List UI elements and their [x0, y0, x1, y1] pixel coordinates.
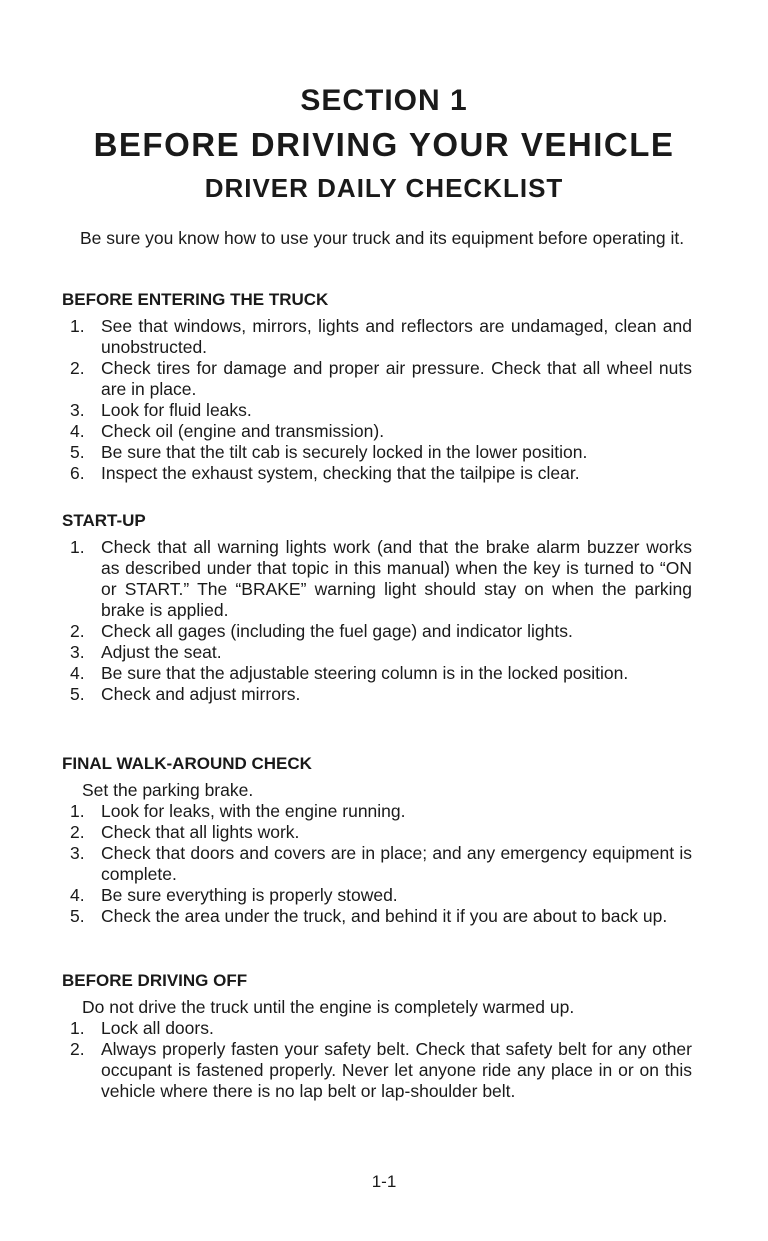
item-text: Check and adjust mirrors. [101, 684, 301, 704]
checklist [62, 801, 692, 927]
item-text: Check that all warning lights work (and that the brake alarm buzzer works as described under that topic in this manual) when the key is turned to “ON or START.” The “BRAKE” warning light should stay on when the parking brake is applied. [101, 537, 692, 620]
item-text: Look for leaks, with the engine running. [101, 801, 406, 821]
list-item: 3. Adjust the seat. [70, 642, 222, 662]
list-item: 2. Check all gages (including the fuel gage) and indicator lights. [70, 621, 573, 641]
list-item: 1. Check that all warning lights work (and that the brake alarm buzzer works as described under that topic in this manual) when the key is turned to “ON or START.” The “BRAKE” warning light should stay on when the parking brake is applied. [70, 537, 692, 620]
intro-paragraph: Be sure you know how to use your truck and its equipment before operating it. [80, 228, 685, 248]
section-start-up [62, 511, 692, 705]
list-item: 1. Lock all doors. [70, 1018, 214, 1038]
item-text: Lock all doors. [101, 1018, 214, 1038]
list-item: 5. Check the area under the truck, and behind it if you are about to back up. [70, 906, 668, 926]
item-text: Look for fluid leaks. [101, 400, 252, 420]
list-item: 1. See that windows, mirrors, lights and reflectors are undamaged, clean and unobstructed. [70, 316, 692, 357]
section-before-entering [62, 290, 692, 484]
item-text: See that windows, mirrors, lights and reflectors are undamaged, clean and unobstructed. [101, 316, 692, 357]
item-text: Adjust the seat. [101, 642, 222, 662]
list-item: 5. Check and adjust mirrors. [70, 684, 301, 704]
list-item: 6. Inspect the exhaust system, checking that the tailpipe is clear. [70, 463, 580, 483]
item-text: Always properly fasten your safety belt. Check that safety belt for any other occupant is fastened properly. Never let anyone ride any place in or on this vehicle where there is no lap belt or lap-shoulder belt. [101, 1039, 692, 1101]
item-text: Be sure that the adjustable steering column is in the locked position. [101, 663, 629, 683]
item-text: Check tires for damage and proper air pressure. Check that all wheel nuts are in place. [101, 358, 692, 399]
item-text: Be sure that the tilt cab is securely locked in the lower position. [101, 442, 588, 462]
item-text: Check that all lights work. [101, 822, 300, 842]
list-item: 2. Check that all lights work. [70, 822, 300, 842]
list-item: 4. Be sure everything is properly stowed. [70, 885, 398, 905]
section-number: SECTION 1 [300, 84, 468, 117]
item-text: Be sure everything is properly stowed. [101, 885, 398, 905]
section-before-driving-off [62, 971, 692, 1102]
item-text: Check the area under the truck, and behind it if you are about to back up. [101, 906, 668, 926]
section-preface: Set the parking brake. [82, 780, 254, 800]
section-final-walk-around [62, 754, 692, 927]
list-item: 4. Be sure that the adjustable steering column is in the locked position. [70, 663, 629, 683]
item-text: Check oil (engine and transmission). [101, 421, 385, 441]
item-text: Check that doors and covers are in place; and any emergency equipment is complete. [101, 843, 692, 884]
section-heading: BEFORE ENTERING THE TRUCK [62, 290, 329, 309]
checklist [62, 1018, 692, 1102]
list-item: 5. Be sure that the tilt cab is securely locked in the lower position. [70, 442, 588, 462]
list-item: 3. Check that doors and covers are in place; and any emergency equipment is complete. [70, 843, 692, 884]
list-item: 4. Check oil (engine and transmission). [70, 421, 385, 441]
list-item: 2. Check tires for damage and proper air pressure. Check that all wheel nuts are in place. [70, 358, 692, 399]
section-heading: FINAL WALK-AROUND CHECK [62, 754, 312, 773]
checklist-subtitle: DRIVER DAILY CHECKLIST [204, 173, 564, 203]
list-item: 1. Look for leaks, with the engine running. [70, 801, 406, 821]
checklist [62, 316, 692, 484]
list-item: 3. Look for fluid leaks. [70, 400, 252, 420]
checklist [62, 537, 692, 705]
section-heading: START-UP [62, 511, 146, 530]
page-number: 1-1 [371, 1172, 397, 1191]
list-item: 2. Always properly fasten your safety belt. Check that safety belt for any other occupant is fastened properly. Never let anyone ride any place in or on this vehicle where there is no lap belt or lap-shoulder belt. [70, 1039, 692, 1101]
item-text: Inspect the exhaust system, checking that the tailpipe is clear. [101, 463, 580, 483]
item-text: Check all gages (including the fuel gage) and indicator lights. [101, 621, 573, 641]
section-heading: BEFORE DRIVING OFF [62, 971, 248, 990]
section-preface: Do not drive the truck until the engine is completely warmed up. [82, 997, 575, 1017]
section-title: BEFORE DRIVING YOUR VEHICLE [93, 126, 675, 163]
